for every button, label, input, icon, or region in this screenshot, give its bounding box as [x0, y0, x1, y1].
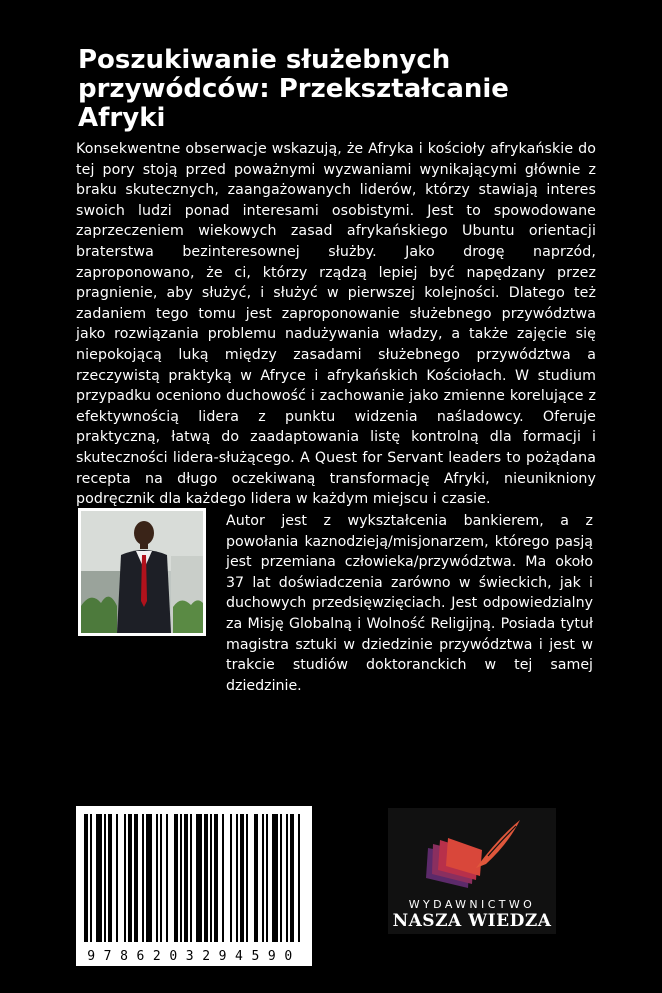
barcode-bar	[108, 814, 112, 942]
barcode-bar	[246, 814, 248, 942]
barcode-bar	[240, 814, 244, 942]
barcode-bars	[76, 806, 312, 946]
barcode-bar	[156, 814, 158, 942]
barcode-bar	[254, 814, 258, 942]
author-photo	[78, 508, 206, 636]
barcode-bar	[84, 814, 88, 942]
book-title: Poszukiwanie służebnych przywódców: Przekształcanie Afryki	[78, 45, 509, 133]
barcode-bar	[222, 814, 224, 942]
barcode-bar	[272, 814, 278, 942]
barcode-bar	[290, 814, 294, 942]
barcode-bar	[96, 814, 102, 942]
barcode-bar	[116, 814, 118, 942]
barcode-bar	[280, 814, 282, 942]
isbn-barcode	[76, 806, 312, 966]
barcode-bar	[196, 814, 202, 942]
barcode-bar	[134, 814, 138, 942]
barcode-bar	[184, 814, 188, 942]
barcode-bar	[128, 814, 132, 942]
barcode-bar	[180, 814, 182, 942]
barcode-bar	[214, 814, 218, 942]
barcode-bar	[262, 814, 264, 942]
barcode-bar	[266, 814, 268, 942]
barcode-bar	[298, 814, 300, 942]
barcode-bar	[90, 814, 92, 942]
barcode-bar	[104, 814, 106, 942]
barcode-bar	[124, 814, 126, 942]
barcode-bar	[174, 814, 178, 942]
publisher-name: NASZA WIEDZA	[392, 911, 552, 931]
author-photo-image	[81, 511, 203, 633]
barcode-bar	[230, 814, 232, 942]
barcode-bar	[204, 814, 208, 942]
isbn-number: 9786203294590	[87, 949, 301, 964]
feather-book-icon	[388, 808, 556, 898]
barcode-bar	[142, 814, 144, 942]
barcode-bar	[166, 814, 168, 942]
publisher-label: WYDAWNICTWO	[408, 898, 536, 911]
barcode-bar	[190, 814, 192, 942]
publisher-logo	[388, 808, 556, 934]
barcode-bar	[286, 814, 288, 942]
barcode-bar	[236, 814, 238, 942]
author-bio: Autor jest z wykształcenia bankierem, a z powołania kaznodzieją/misjonarzem, którego pasją jest przemiana człowieka/przywództwa. Ma około 37 lat doświadczenia zarówno w świeckich, jak i duchowych przedsięwzięciach. Jest odpowiedzialny za Misję Globalną i Wolność Religijną. Posiada tytuł magistra sztuki w dziedzinie przywództwa i jest w trakcie studiów doktoranckich w tej samej dziedzinie.	[226, 513, 593, 694]
barcode-bar	[210, 814, 212, 942]
barcode-bar	[160, 814, 162, 942]
barcode-bar	[146, 814, 152, 942]
book-description: Konsekwentne obserwacje wskazują, że Afryka i kościoły afrykańskie do tej pory stoją przed poważnymi wyzwaniami wynikającymi głównie z braku skutecznych, zaangażowanych liderów, którzy stawiają interes swoich ludzi ponad interesami osobistymi. Jest to spowodowane zaprzeczeniem wiekowych zasad afrykańskiego Ubuntu orientacji braterstwa bezinteresownej służby. Jako drogę naprzód, zaproponowano, że ci, którzy rządzą lepiej być napędzany przez pragnienie, aby służyć, i służyć w pierwszej kolejności. Dlatego też zadaniem tego tomu jest zaproponowanie służebnego przywództwa jako rozwiązania problemu nadużywania władzy, a także zajęcie się niepokojącą luką między zasadami służebnego przywództwa a rzeczywistą praktyką w Afryce i afrykańskich Kościołach. W studium przypadku oceniono duchowość i zachowanie jako zmienne korelujące z efektywnością lidera z punktu widzenia naśladowcy. Oferuje praktyczną, łatwą do zaadaptowania listę kontrolną dla formacji i skuteczności lidera-służącego. A Quest for Servant leaders to pożądana recepta na długo oczekiwaną transformację Afryki, nieunikniony podręcznik dla każdego lidera w każdym miejscu i czasie.	[76, 141, 596, 508]
